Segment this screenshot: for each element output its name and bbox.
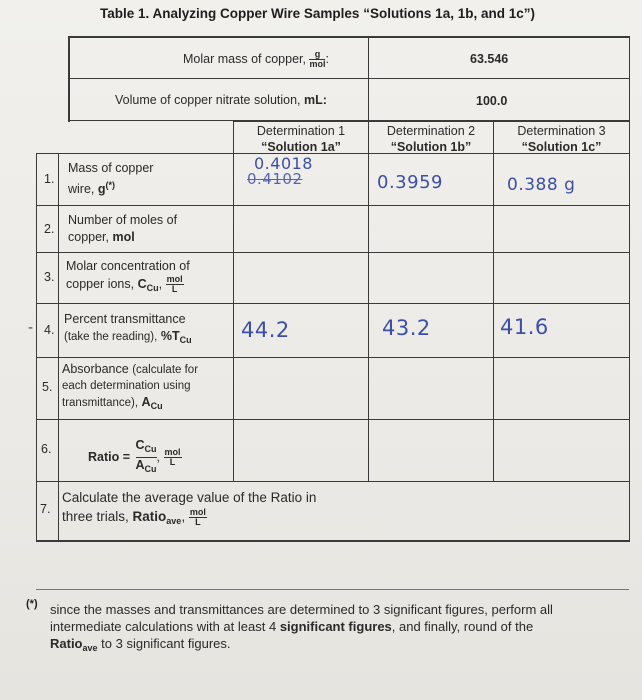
volume-text: Volume of copper nitrate solution, xyxy=(115,93,301,107)
grid-line-bottom xyxy=(36,540,629,542)
header-title: Determination 2 xyxy=(386,124,476,138)
label-line: Absorbance xyxy=(62,362,129,376)
row-number: 5. xyxy=(42,380,53,394)
symbol: %T xyxy=(160,329,180,343)
grid-line xyxy=(368,121,369,482)
row-number: 1. xyxy=(44,172,55,186)
grid-line xyxy=(58,153,59,542)
subscript: Cu xyxy=(150,401,163,411)
footnote-line: intermediate calculations with at least 4 xyxy=(50,619,277,634)
header-determination-1 xyxy=(236,123,366,155)
handwritten-transmittance-2: 43.2 xyxy=(382,316,431,340)
grid-line xyxy=(36,419,629,420)
footnote-emphasis: significant figures xyxy=(279,619,392,634)
grid-line xyxy=(233,121,629,122)
table-border-left xyxy=(68,36,70,122)
molar-mass-text: Molar mass of copper, xyxy=(183,51,306,66)
footnote-line: since the masses and transmittances are determined to 3 significant figures, perform all xyxy=(50,602,553,617)
subscript: ave xyxy=(166,516,182,526)
label-line: three trials, xyxy=(62,509,129,524)
header-solution: “Solution 1c” xyxy=(521,140,602,154)
label-line: transmittance), xyxy=(62,397,139,409)
unit-denominator: L xyxy=(171,284,178,294)
header-determination-2 xyxy=(370,123,492,155)
row-label-moles xyxy=(68,212,177,246)
grid-line xyxy=(36,252,629,253)
label-line: (calculate for xyxy=(132,364,199,376)
unit-fraction xyxy=(166,275,184,294)
label-line: (take the reading), xyxy=(64,331,158,343)
header-determination-3 xyxy=(495,123,628,155)
label-line: Molar concentration of xyxy=(66,259,190,273)
unit-fraction xyxy=(164,448,182,467)
subscript: ave xyxy=(82,643,98,653)
symbol: Ratio xyxy=(50,636,83,651)
footnote-line: to 3 significant figures. xyxy=(101,636,231,651)
unit-fraction xyxy=(189,508,207,527)
grid-line xyxy=(36,205,629,206)
label-line: copper, xyxy=(68,230,110,244)
margin-mark: - xyxy=(28,320,34,336)
header-title: Determination 1 xyxy=(256,124,346,138)
header-solution: “Solution 1a” xyxy=(261,140,341,154)
grid-line xyxy=(493,121,494,482)
row-label-transmittance xyxy=(64,311,192,349)
label-line: copper ions, xyxy=(66,276,135,291)
row-number: 4. xyxy=(44,323,55,337)
molar-mass-label: Molar mass of copper, $\frac{g}{\text{mol}}$ : xyxy=(183,49,329,69)
unit-numerator: mol xyxy=(189,506,206,517)
label-line: each determination using xyxy=(62,380,191,392)
volume-unit: mL: xyxy=(304,93,327,107)
footnote-divider xyxy=(36,589,629,590)
subscript: Cu xyxy=(146,282,159,293)
footnote-text xyxy=(50,601,635,657)
footnote-line: , and finally, round of the xyxy=(391,619,534,634)
grid-line xyxy=(36,303,629,304)
handwritten-mass-2: 0.3959 xyxy=(377,172,443,193)
table-border-top xyxy=(68,36,629,38)
handwritten-transmittance-1: 44.2 xyxy=(241,318,290,342)
footnote-mark: (*) xyxy=(26,598,38,610)
table-border-right xyxy=(629,36,630,122)
row-label-absorbance xyxy=(62,361,198,414)
volume-value: 100.0 xyxy=(476,94,508,108)
unit-numerator: g xyxy=(309,50,325,60)
grid-line xyxy=(36,481,629,482)
label-line: wire, xyxy=(68,182,95,197)
table-divider xyxy=(368,36,369,122)
table-title: Table 1. Analyzing Copper Wire Samples “Solutions 1a, 1b, and 1c”) xyxy=(100,6,535,21)
unit: mol xyxy=(112,230,135,244)
footnote-mark: (*) xyxy=(105,180,116,190)
row-label-concentration: Molar concentration of copper ions, $C_{Cu}$, $\frac{\text{mol}}{L}$ xyxy=(66,259,190,294)
unit-numerator: mol xyxy=(166,274,183,284)
molar-mass-unit xyxy=(309,50,325,69)
subscript: Cu xyxy=(144,444,157,454)
unit-denominator: L xyxy=(169,457,176,467)
handwritten-mass-1-scribble: 0.4102 xyxy=(247,170,303,188)
unit-denominator: mol xyxy=(309,59,326,69)
grid-line xyxy=(36,153,37,542)
label-line: Calculate the average value of the Ratio in xyxy=(62,490,317,505)
symbol: A xyxy=(135,458,145,472)
unit-numerator: mol xyxy=(164,447,181,457)
row-number: 3. xyxy=(44,270,55,284)
label-line: Percent transmittance xyxy=(64,312,186,326)
row-number: 2. xyxy=(44,222,55,236)
header-solution: “Solution 1b” xyxy=(390,140,472,154)
row-number: 7. xyxy=(40,502,51,516)
unit-denominator: L xyxy=(195,516,201,527)
ratio-label: Ratio = xyxy=(88,449,131,464)
subscript: Cu xyxy=(179,335,192,345)
subscript: Cu xyxy=(144,464,157,474)
symbol: Ratio xyxy=(132,509,167,524)
row-number: 6. xyxy=(41,442,52,456)
molar-mass-value: 63.546 xyxy=(470,52,509,66)
ratio-fraction xyxy=(136,438,157,477)
row-label-average-ratio: Calculate the average value of the Ratio in three trials, Ratio$_{ave}$, $\frac{\text{mol}}{L}$ xyxy=(62,490,317,527)
grid-line xyxy=(36,357,629,358)
grid-line xyxy=(629,121,630,542)
symbol: A xyxy=(141,395,151,409)
handwritten-mass-3: 0.388 g xyxy=(507,175,576,195)
handwritten-transmittance-3: 41.6 xyxy=(500,315,549,339)
label-line: Number of moles of xyxy=(68,213,178,227)
symbol: C xyxy=(137,276,147,291)
volume-label xyxy=(115,92,327,109)
row-label-ratio: Ratio = $C_{Cu}$ $A_{Cu}$ , $\frac{\text{mol}}{L}$ xyxy=(88,438,182,477)
unit: g xyxy=(97,182,106,197)
handwritten-mass-1: 0.4018 xyxy=(254,154,313,173)
row-label-mass xyxy=(68,160,153,198)
label-line: Mass of copper xyxy=(68,161,154,175)
table-divider xyxy=(68,78,629,79)
symbol: C xyxy=(135,438,145,452)
header-title: Determination 3 xyxy=(517,124,606,138)
grid-line xyxy=(233,121,234,482)
